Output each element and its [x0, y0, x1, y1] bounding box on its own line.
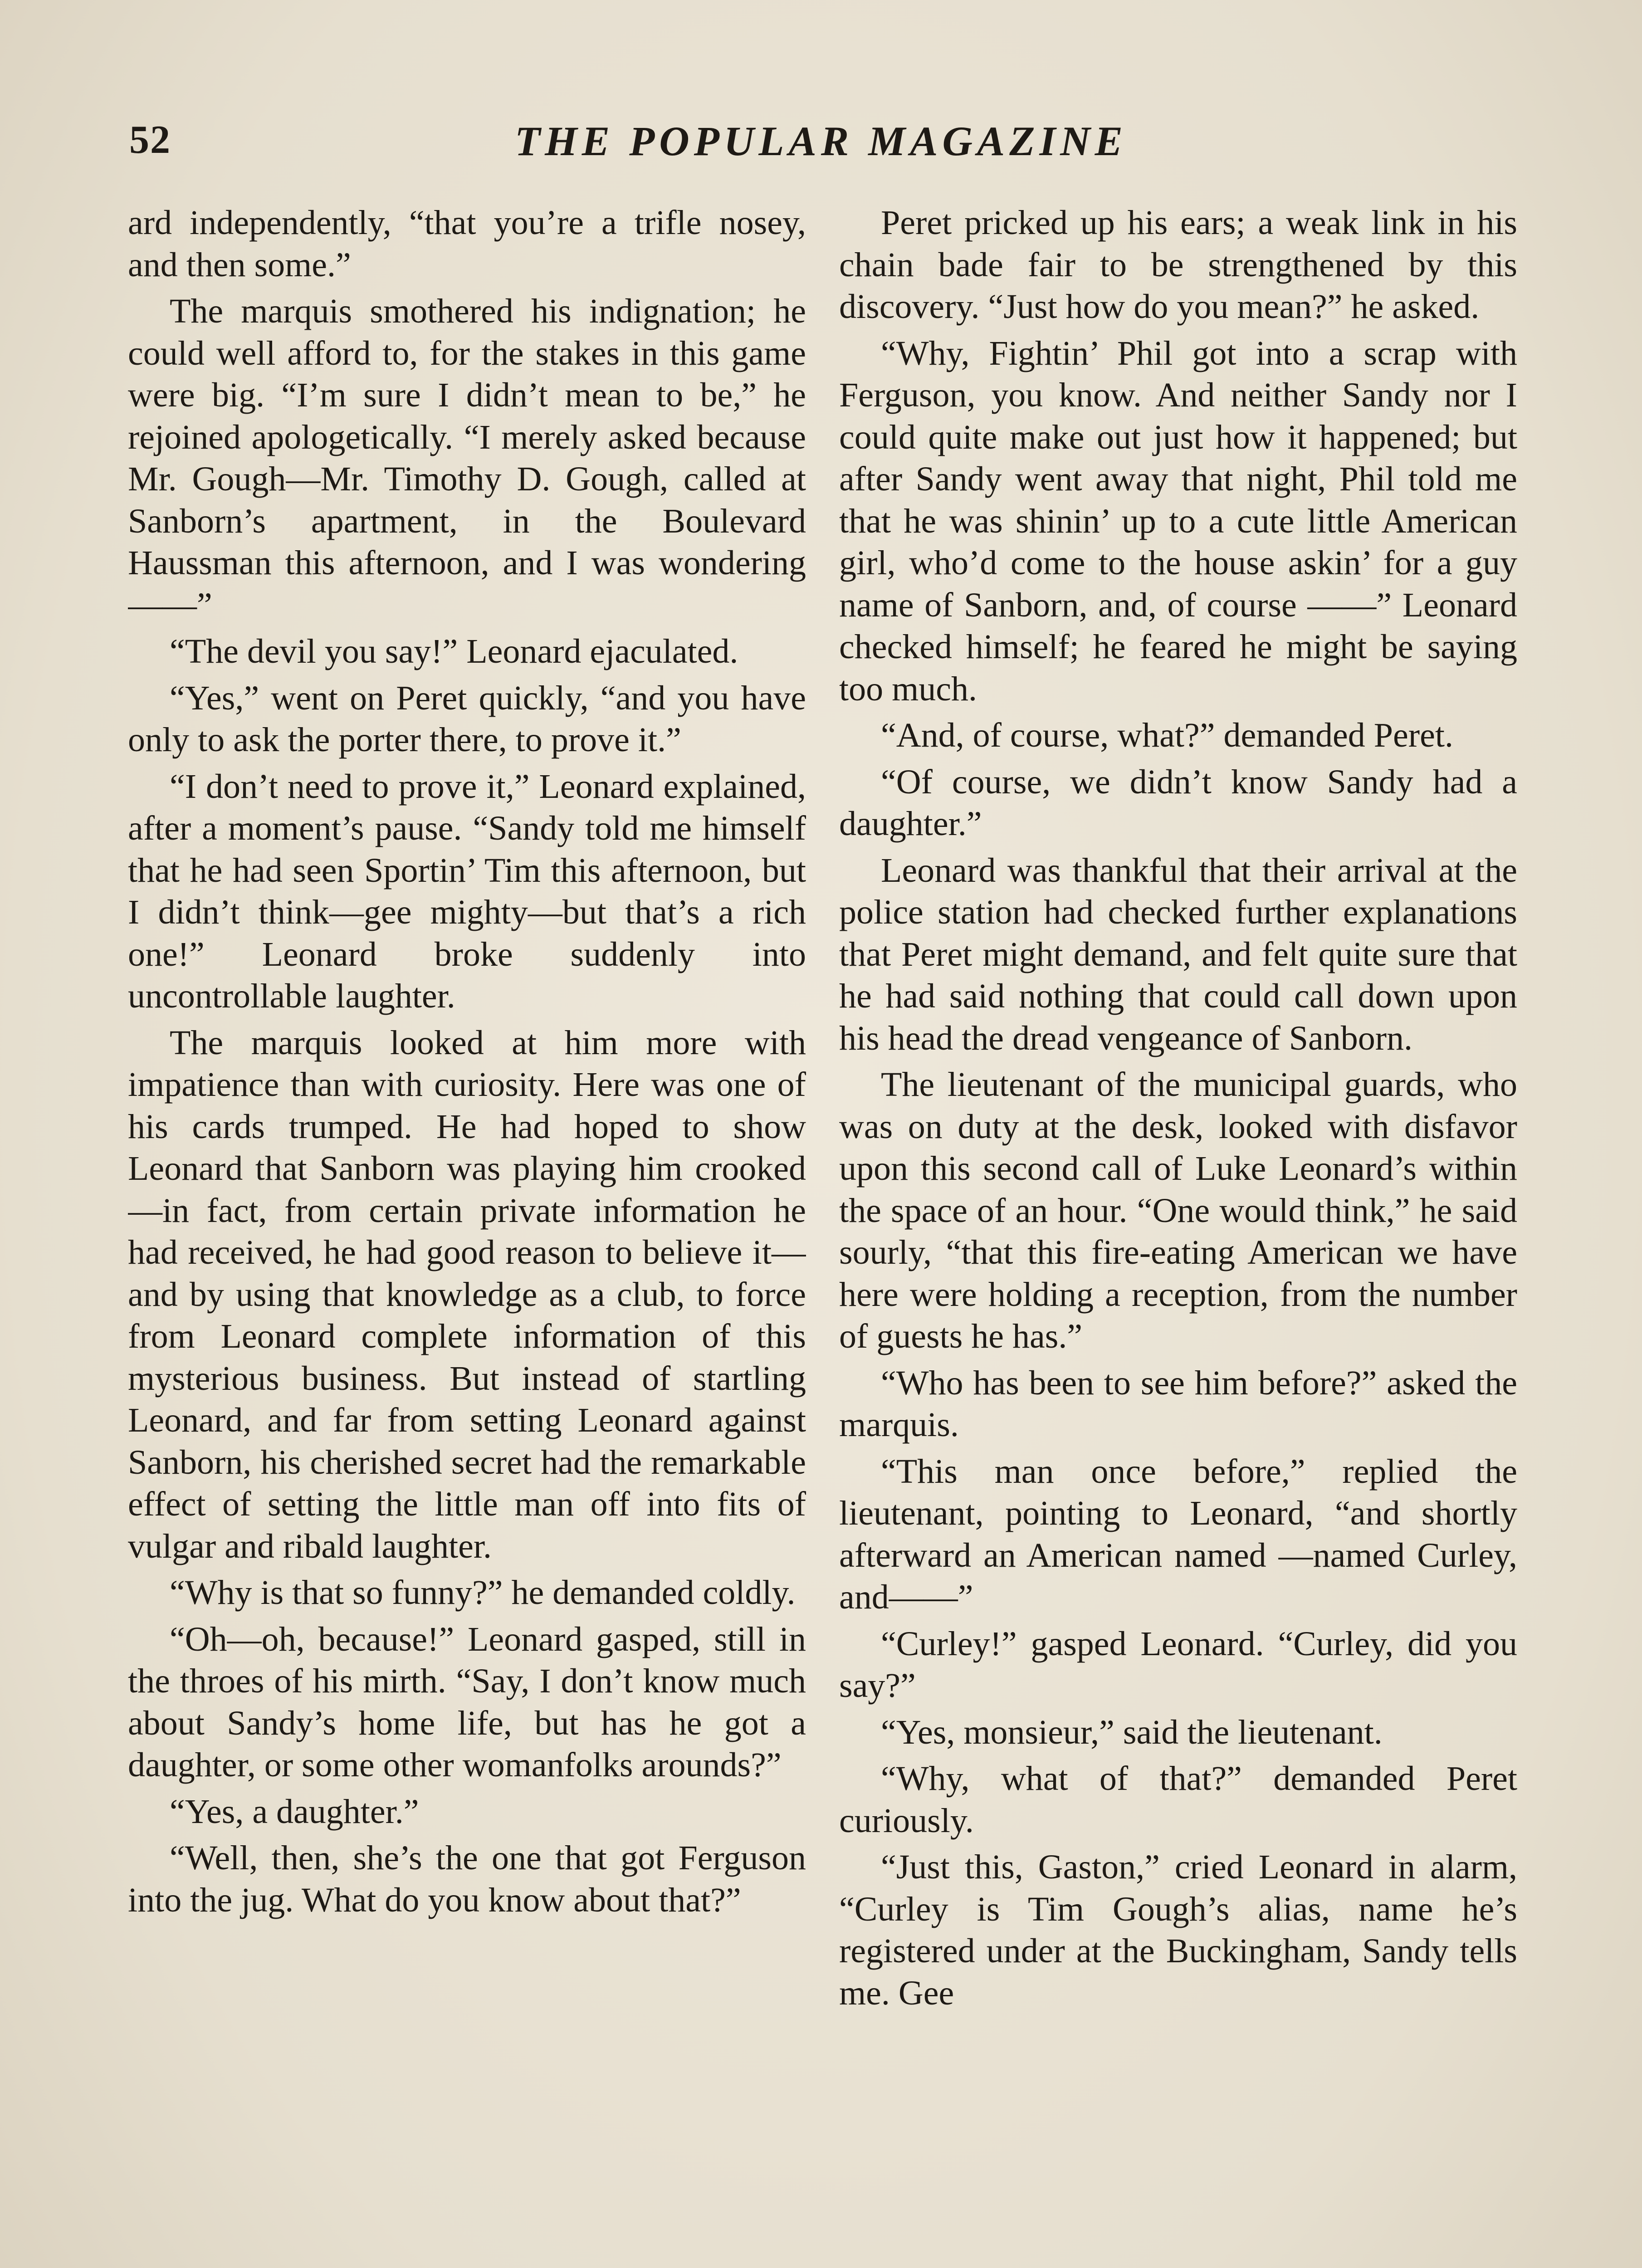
page-number: 52 [129, 118, 171, 162]
paragraph: “Oh—oh, because!” Leonard gasped, still in the throes of his mirth. “Say, I don’t know much about Sandy’s home life, but has he got a daughter, or some other womanfolks arounds?” [128, 1620, 806, 1784]
paragraph: “Yes, monsieur,” said the lieutenant. [881, 1713, 1383, 1751]
paragraph: “The devil you say!” Leonard ejaculated. [170, 632, 738, 670]
paragraph: “Why, Fightin’ Phil got into a scrap with Ferguson, you know. And neither Sandy nor I could quite make out just how it happened; but after Sandy went away that night, Phil told me that he was shinin’ up to a cute little American girl, who’d come to the house askin’ for a guy name of Sanborn, and, of course ——” Leonard checked himself; he feared he might be saying too much. [839, 334, 1517, 708]
paragraph: “And, of course, what?” demanded Peret. [881, 716, 1453, 754]
paragraph: “Well, then, she’s the one that got Ferguson into the jug. What do you know about that?” [128, 1839, 806, 1919]
paragraph: The lieutenant of the municipal guards, who was on duty at the desk, looked with disfavor upon this second call of Luke Leonard’s within the space of an hour. “One would think,” he said sourly, “that this fire-eating American we have here were holding a reception, from the number of guests he has.” [839, 1066, 1517, 1355]
text-column-left [128, 202, 806, 2268]
paragraph: Leonard was thankful that their arrival at the police station had checked further explanations that Peret might demand, and felt quite sure that he had said nothing that could call down upon his head the dread vengeance of Sanborn. [839, 851, 1517, 1057]
page-header [129, 117, 1513, 176]
paragraph: “Why, what of that?” demanded Peret curiously. [839, 1760, 1517, 1840]
text-column-right [839, 202, 1517, 2268]
paragraph: The marquis looked at him more with impatience than with curiosity. Here was one of his cards trumped. He had hoped to show Leonard that Sanborn was playing him crooked—in fact, from certain private information he had received, he had good reason to believe it—and by using that knowledge as a club, to force from Leonard complete information of this mysterious business. But instead of startling Leonard, and far from setting Leonard against Sanborn, his cherished secret had the remarkable effect of setting the little man off into fits of vulgar and ribald laughter. [128, 1023, 806, 1565]
paragraph: The marquis smothered his indignation; he could well afford to, for the stakes in this game were big. “I’m sure I didn’t mean to be,” he rejoined apologetically. “I merely asked because Mr. Gough—Mr. Timothy D. Gough, called at Sanborn’s apartment, in the Boulevard Haussman this afternoon, and I was wondering——” [128, 292, 806, 624]
paragraph: “Yes, a daughter.” [170, 1792, 419, 1831]
paragraph: Peret pricked up his ears; a weak link in his chain bade fair to be strengthened by this discovery. “Just how do you mean?” he asked. [839, 204, 1517, 326]
paragraph: “Curley!” gasped Leonard. “Curley, did you say?” [839, 1624, 1517, 1705]
paragraph: “This man once before,” replied the lieutenant, pointing to Leonard, “and shortly afterward an American named —named Curley, and——” [839, 1452, 1517, 1616]
paragraph: “Of course, we didn’t know Sandy had a daughter.” [839, 763, 1517, 843]
paragraph: “Who has been to see him before?” asked the marquis. [839, 1364, 1517, 1444]
paragraph: “Just this, Gaston,” cried Leonard in alarm, “Curley is Tim Gough’s alias, name he’s registered under at the Buckingham, Sandy tells me. Gee [839, 1848, 1517, 2012]
paragraph: ard independently, “that you’re a trifle nosey, and then some.” [128, 204, 806, 284]
running-title: THE POPULAR MAGAZINE [514, 118, 1128, 164]
paragraph: “I don’t need to prove it,” Leonard explained, after a moment’s pause. “Sandy told me himself that he had seen Sportin’ Tim this afternoon, but I didn’t think—gee mighty—but that’s a rich one!” Leonard broke suddenly into uncontrollable laughter. [128, 767, 806, 1015]
paragraph: “Why is that so funny?” he demanded coldly. [170, 1574, 796, 1612]
paragraph: “Yes,” went on Peret quickly, “and you have only to ask the porter there, to prove it.” [128, 679, 806, 759]
